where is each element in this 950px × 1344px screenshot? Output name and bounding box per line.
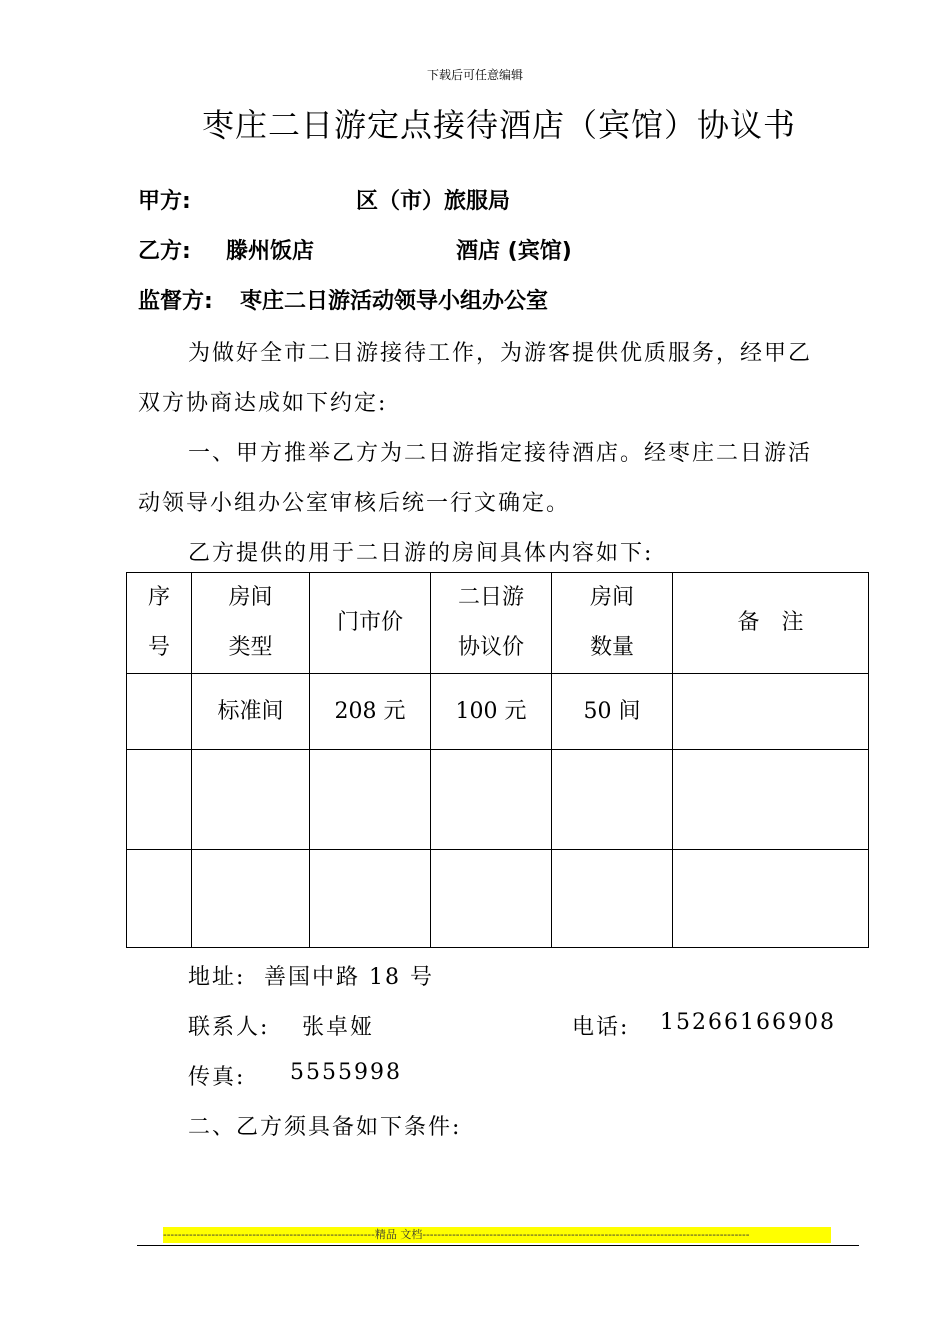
footer-watermark-bar [163, 1227, 831, 1243]
header-note: 下载后可任意编辑 [426, 68, 523, 82]
party-b-label: 乙方: [138, 239, 191, 264]
cell-room-type [192, 850, 310, 948]
phone-value: 15266166908 [660, 1010, 836, 1035]
supervisor-value: 枣庄二日游活动领导小组办公室 [240, 289, 549, 314]
intro-line-1: 为做好全市二日游接待工作，为游客提供优质服务，经甲乙 [188, 341, 813, 366]
footer-text: 精品 文档 [374, 1228, 423, 1241]
cell-agreed-price [431, 850, 552, 948]
intro-line-2: 双方协商达成如下约定: [138, 391, 388, 416]
cell-seq [127, 674, 192, 750]
address-value: 善国中路 18 号 [264, 965, 434, 990]
room-intro: 乙方提供的用于二日游的房间具体内容如下: [188, 541, 654, 566]
room-table [126, 572, 869, 948]
fax-value: 5555998 [290, 1060, 402, 1085]
supervisor-label: 监督方: [138, 289, 213, 314]
document-title: 枣庄二日游定点接待酒店（宾馆）协议书 [201, 106, 796, 144]
table-row [127, 674, 869, 750]
cell-room-qty: 50 间 [552, 674, 673, 750]
party-b-suffix: 酒店 (宾馆) [456, 239, 572, 264]
contact-person-label: 联系人: [188, 1015, 270, 1040]
address-label: 地址: [188, 965, 246, 990]
header-seq: 序 号 [127, 573, 192, 674]
cell-retail-price [310, 750, 431, 850]
footer-left-dashes: --------------------------------------------------------- [163, 1228, 375, 1241]
header-note: 备 注 [673, 573, 869, 674]
cell-room-qty [552, 750, 673, 850]
cell-seq [127, 850, 192, 948]
clause1-line-2: 动领导小组办公室审核后统一行文确定。 [138, 491, 571, 516]
header-retail-price: 门市价 [310, 573, 431, 674]
phone-label: 电话: [572, 1015, 630, 1040]
table-row [127, 750, 869, 850]
party-b-name: 滕州饭店 [226, 239, 315, 264]
cell-room-type: 标准间 [192, 674, 310, 750]
fax-label: 传真: [188, 1065, 246, 1090]
header-agreed-price: 二日游 协议价 [431, 573, 552, 674]
clause2-heading: 二、乙方须具备如下条件: [188, 1115, 462, 1140]
footer-right-dashes: ---------------------------------------------------------------------------------------- [422, 1228, 750, 1241]
party-a-value: 区（市）旅服局 [356, 189, 511, 214]
cell-note [673, 850, 869, 948]
cell-retail-price: 208 元 [310, 674, 431, 750]
clause1-line-1: 一、甲方推举乙方为二日游指定接待酒店。经枣庄二日游活 [188, 441, 813, 466]
cell-retail-price [310, 850, 431, 948]
cell-room-qty [552, 850, 673, 948]
cell-note [673, 750, 869, 850]
party-a-label: 甲方: [138, 189, 191, 214]
header-room-type: 房间 类型 [192, 573, 310, 674]
cell-note [673, 674, 869, 750]
contact-person-value: 张卓娅 [302, 1015, 375, 1040]
cell-room-type [192, 750, 310, 850]
footer-rule [137, 1245, 859, 1246]
table-row [127, 850, 869, 948]
table-header-row [127, 573, 869, 674]
cell-seq [127, 750, 192, 850]
cell-agreed-price: 100 元 [431, 674, 552, 750]
cell-agreed-price [431, 750, 552, 850]
header-room-qty: 房间 数量 [552, 573, 673, 674]
